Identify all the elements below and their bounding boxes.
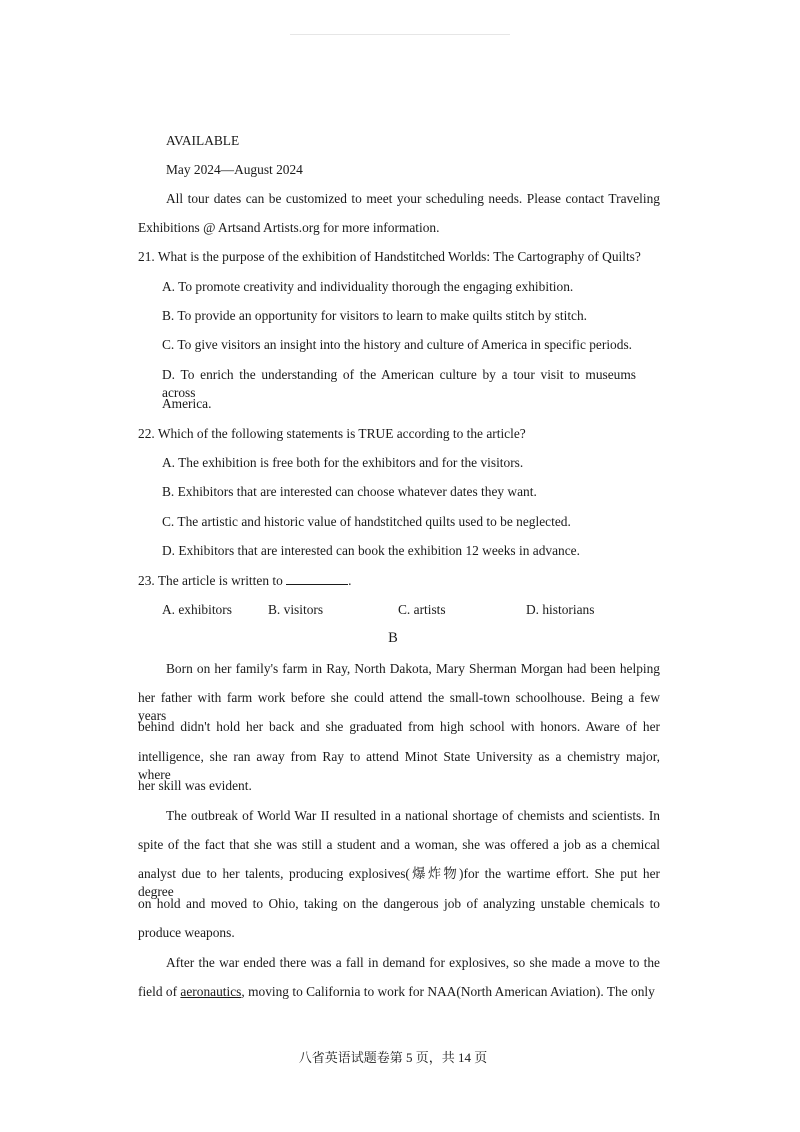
question-21-option-d: D. To enrich the understanding of the American culture by a tour visit to museums across xyxy=(162,367,636,400)
paragraph-2-line-1: The outbreak of World War II resulted in a national shortage of chemists and scientists. In xyxy=(166,808,660,823)
question-22-option-d: D. Exhibitors that are interested can book the exhibition 12 weeks in advance. xyxy=(162,543,580,558)
available-dates: May 2024—August 2024 xyxy=(166,162,303,177)
question-22-option-a: A. The exhibition is free both for the exhibitors and for the visitors. xyxy=(162,455,524,470)
question-22-option-b: B. Exhibitors that are interested can choose whatever dates they want. xyxy=(162,484,537,499)
underlined-word-aeronautics: aeronautics xyxy=(180,984,242,999)
question-23-stem-row xyxy=(138,572,352,590)
question-22-stem: 22. Which of the following statements is TRUE according to the article? xyxy=(138,426,526,441)
paragraph-3-line-2-start xyxy=(138,983,655,1001)
paragraph-1-line-1: Born on her family's farm in Ray, North Dakota, Mary Sherman Morgan had been helping xyxy=(166,661,660,676)
contact-line-2: Exhibitions @ Artsand Artists.org for more information. xyxy=(138,220,440,235)
paragraph-1-line-4: intelligence, she ran away from Ray to attend Minot State University as a chemistry major, where xyxy=(138,749,660,782)
paragraph-2-line-2: spite of the fact that she was still a student and a woman, she was offered a job as a chemical xyxy=(138,837,660,852)
paragraph-3-line-1: After the war ended there was a fall in demand for explosives, so she made a move to the xyxy=(166,955,660,970)
contact-line-1: All tour dates can be customized to meet your scheduling needs. Please contact Traveling xyxy=(166,191,660,206)
question-23-option-c: C. artists xyxy=(398,602,446,617)
question-21-option-c: C. To give visitors an insight into the history and culture of America in specific periods. xyxy=(162,337,633,352)
text-line-2-rest: , moving to California to work for NAA(North American Aviation). The only xyxy=(241,984,655,999)
paragraph-2-line-3: analyst due to her talents, producing explosives(爆炸物)for the wartime effort. She put her degree xyxy=(138,866,660,899)
paragraph-2-line-5: produce weapons. xyxy=(138,925,235,940)
question-21-option-b: B. To provide an opportunity for visitors to learn to make quilts stitch by stitch. xyxy=(162,308,588,323)
available-heading: AVAILABLE xyxy=(166,133,240,148)
question-23-option-d: D. historians xyxy=(526,602,595,617)
section-b-heading: B xyxy=(388,630,398,646)
question-23-option-a: A. exhibitors xyxy=(162,602,232,617)
scan-artifact xyxy=(290,34,510,35)
answer-blank xyxy=(286,572,348,585)
question-23-stem-end: . xyxy=(348,573,352,588)
paragraph-1-line-5: her skill was evident. xyxy=(138,778,252,793)
question-22-option-c: C. The artistic and historic value of handstitched quilts used to be neglected. xyxy=(162,514,571,529)
page-footer: 八省英语试题卷第 5 页，共 14 页 xyxy=(298,1050,488,1065)
paragraph-2-line-4: on hold and moved to Ohio, taking on the dangerous job of analyzing unstable chemicals to xyxy=(138,896,660,911)
question-21-stem: 21. What is the purpose of the exhibition of Handstitched Worlds: The Cartography of Quilts? xyxy=(138,249,641,264)
question-23-option-b: B. visitors xyxy=(268,602,324,617)
question-21-option-d-cont: America. xyxy=(162,396,212,411)
paragraph-3-line-2 xyxy=(138,983,660,1001)
paragraph-1-line-3: behind didn't hold her back and she graduated from high school with honors. Aware of her xyxy=(138,719,660,734)
paragraph-1-line-2: her father with farm work before she could attend the small-town schoolhouse. Being a few years xyxy=(138,690,660,723)
text-field-of: field of xyxy=(138,984,178,999)
question-21-option-a: A. To promote creativity and individuality thorough the engaging exhibition. xyxy=(162,279,574,294)
question-23-stem: 23. The article is written to xyxy=(138,573,283,588)
